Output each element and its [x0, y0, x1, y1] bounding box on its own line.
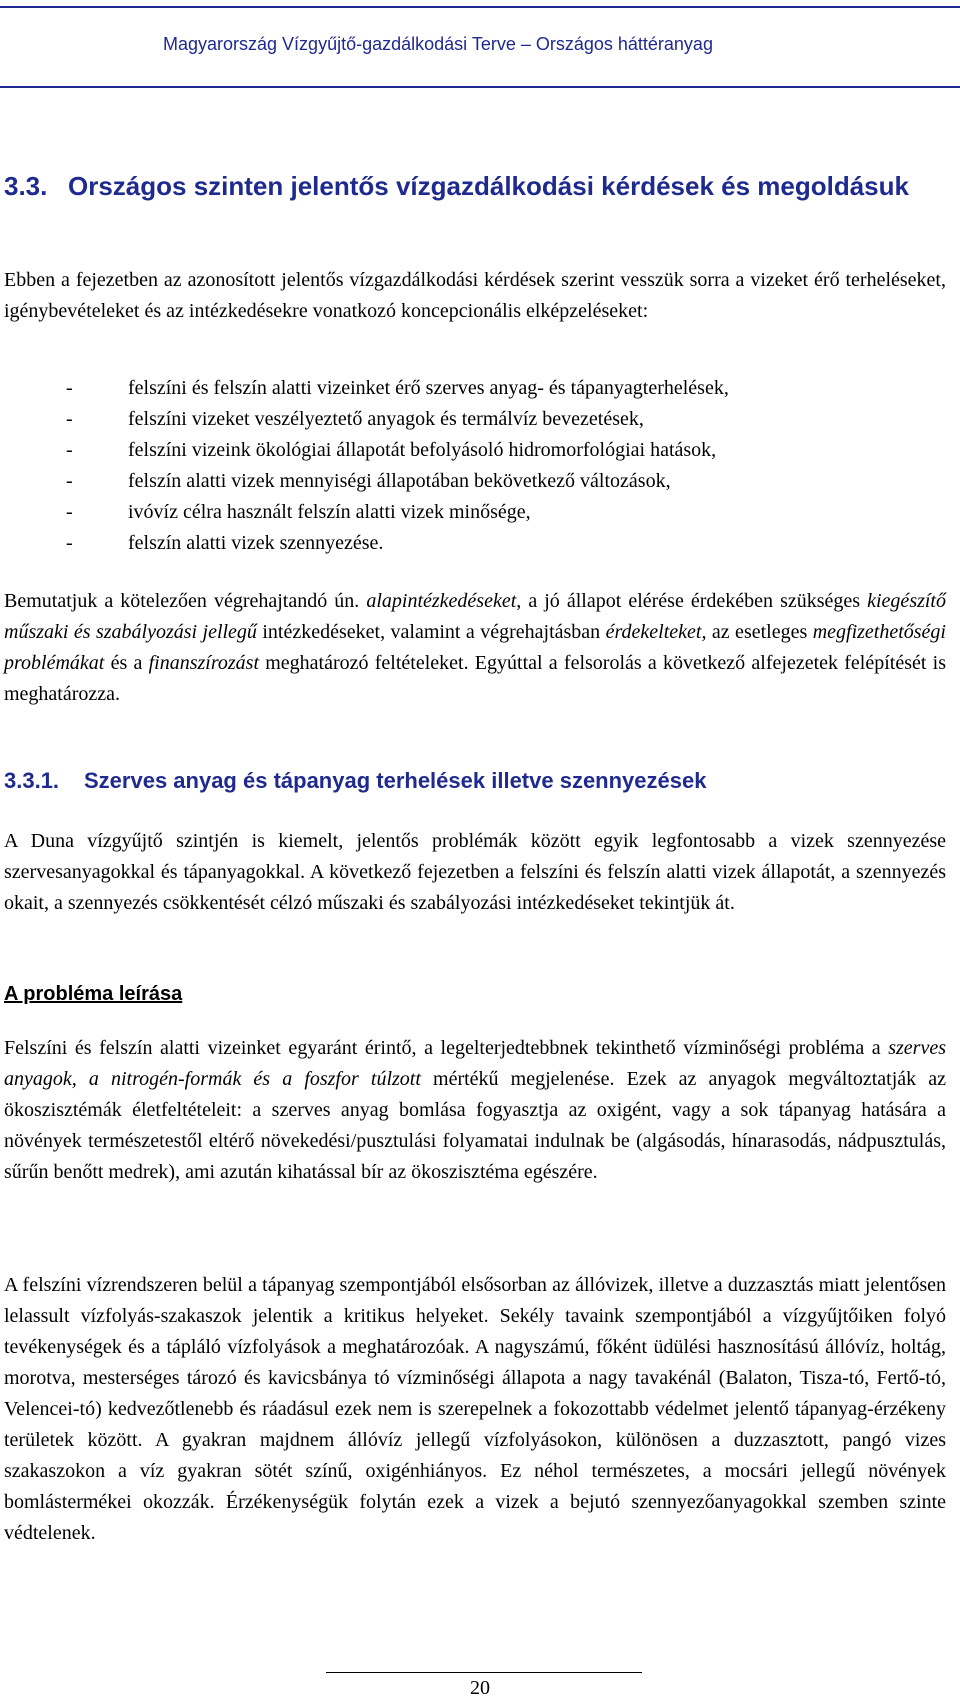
list-item-text: felszíni és felszín alatti vizeinket érő szerves anyag- és tápanyagterhelések,	[128, 377, 729, 399]
list-item	[0, 466, 960, 497]
list-item	[0, 497, 960, 528]
running-header	[0, 0, 960, 90]
text-run: az esetleges	[706, 621, 813, 643]
list-item-text: felszín alatti vizek szennyezése.	[128, 532, 384, 554]
list-item	[0, 373, 960, 404]
list-dash: -	[66, 470, 73, 492]
issues-list	[0, 373, 960, 559]
italic-run: érdekelteket,	[605, 621, 707, 643]
text-run: meghatározó feltételeket. Egyúttal a felsorolás a következő alfejezetek felépítését is meghatározza.	[4, 652, 946, 705]
text-run: Bemutatjuk a kötelezően végrehajtandó ún.	[4, 590, 367, 612]
page-number: 20	[470, 1677, 490, 1699]
problem-heading: A probléma leírása	[4, 983, 183, 1005]
footer-rule	[326, 1672, 642, 1673]
list-item	[0, 435, 960, 466]
header-bottom-rule	[0, 86, 960, 88]
surface-water-paragraph: A felszíni vízrendszeren belül a tápanyag szempontjából elsősorban az állóvizek, illetve a duzzasztás miatt jelentősen lelassult vízfolyás-szakaszok jelentik a kritikus helyeket. Sekély tavaink szempontjából a vízgyűjtőiken folyó tevékenységek és a tápláló vízfolyások a meghatározóak. A nagyszámú, főként üdülési hasznosítású állóvíz, holtág, morotva, mesterséges tározó és kavicsbánya tó vízminőségi állapota a nagy tavakénál (Balaton, Tisza-tó, Fertő-tó, Velencei-tó) kedvezőtlenebb és ráadásul ezek nem is szerepelnek a fokozottabb védelmet jelentő tápanyag-érzékeny területek között. A gyakran majdnem állóvíz jellegű vízfolyásokon, különösen a duzzasztott, pangó vizes szakaszokon a víz gyakran sötét színű, oxigénhiányos. Ez néhol természetes, a mocsári jellegű növények bomlástermékei okozzák. Érzékenységük folytán ezek a vizek a bejutó szennyezőanyagokkal szemben szinte védtelenek.	[4, 1274, 946, 1544]
italic-run: alapintézkedéseket	[366, 590, 517, 612]
italic-run: finanszírozást	[148, 652, 259, 674]
text-run: intézkedéseket, valamint a végrehajtásban	[256, 621, 606, 643]
text-run: és a	[104, 652, 149, 674]
section-heading	[4, 168, 918, 205]
italic-run: kiegészítő műszaki és szabályozási jellegű	[4, 590, 946, 643]
text-run: , a jó állapot elérése érdekében szükséges	[516, 590, 868, 612]
problem-paragraph	[4, 1033, 946, 1188]
header-top-rule	[0, 6, 960, 8]
header-title: Magyarország Vízgyűjtő-gazdálkodási Terve – Országos háttéranyag	[163, 34, 713, 54]
subsection-heading	[4, 767, 706, 795]
list-item-text: felszíni vizeink ökológiai állapotát befolyásoló hidromorfológiai hatások,	[128, 439, 717, 461]
list-item-text: felszíni vizeket veszélyeztető anyagok és termálvíz bevezetések,	[128, 408, 644, 430]
list-dash: -	[66, 439, 73, 461]
intro-paragraph: Ebben a fejezetben az azonosított jelentős vízgazdálkodási kérdések szerint vesszük sorra a vizeket érő terheléseket, igénybevételeket és az intézkedésekre vonatkozó koncepcionális elképzeléseket:	[4, 269, 946, 322]
danube-paragraph: A Duna vízgyűjtő szintjén is kiemelt, jelentős problémák között egyik legfontosabb a vizek szennyezése szervesanyagokkal és tápanyagokkal. A következő fejezetben a felszíni és felszín alatti vizek állapotát, a szennyezés okait, a szennyezés csökkentését célzó műszaki és szabályozási intézkedéseket tekintjük át.	[4, 830, 946, 914]
subsection-number: 3.3.1.	[4, 768, 60, 793]
list-dash: -	[66, 532, 73, 554]
section-title: Országos szinten jelentős vízgazdálkodási kérdések és megoldásuk	[68, 171, 909, 201]
list-dash: -	[66, 408, 73, 430]
list-item-text: ivóvíz célra használt felszín alatti vizek minősége,	[128, 501, 531, 523]
list-dash: -	[66, 377, 73, 399]
measures-paragraph	[4, 586, 946, 710]
section-number: 3.3.	[4, 171, 48, 201]
list-item-text: felszín alatti vizek mennyiségi állapotában bekövetkező változások,	[128, 470, 671, 492]
italic-run: megfizethetőségi problémákat	[4, 621, 946, 674]
subsection-title: Szerves anyag és tápanyag terhelések illetve szennyezések	[84, 768, 707, 793]
text-run: mértékű megjelenése. Ezek az anyagok megváltoztatják az ökoszisztémák életfeltételeit: a szerves anyag bomlása fogyasztja az oxigént, vagy a sok tápanyag hatására a növények természetestől eltérő növekedési/pusztulási folyamatai indulnak be (algásodás, hínarasodás, nádpusztulás, sűrűn benőtt medrek), ami azután kihatással bír az ökoszisztéma egészére.	[4, 1068, 946, 1183]
text-run: Felszíni és felszín alatti vizeinket egyaránt érintő, a legelterjedtebbnek tekinthető vízminőségi probléma a	[4, 1037, 889, 1059]
list-item	[0, 528, 960, 559]
list-item	[0, 404, 960, 435]
list-dash: -	[66, 501, 73, 523]
italic-run: szerves anyagok, a nitrogén-formák és a foszfor túlzott	[4, 1037, 946, 1090]
